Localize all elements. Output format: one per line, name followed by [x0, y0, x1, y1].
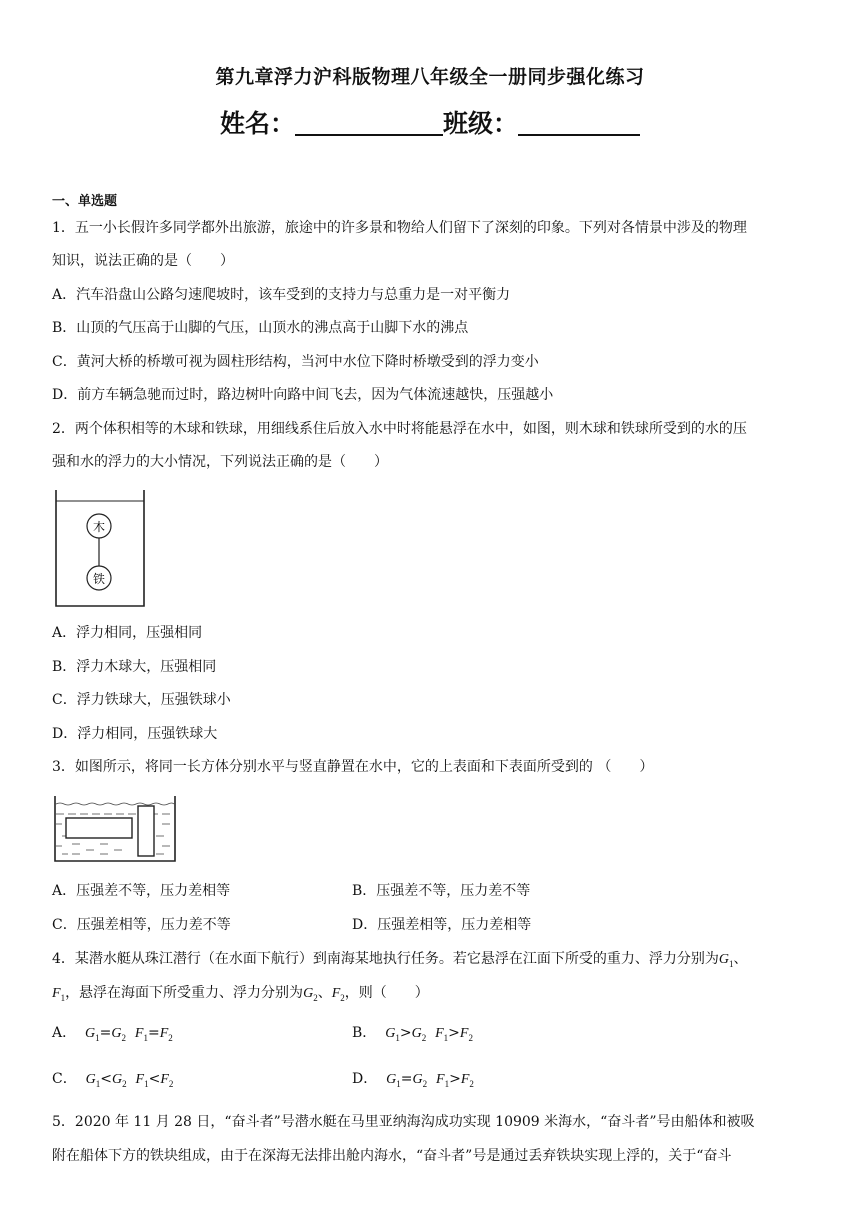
q1-stem-line1: 1．五一小长假许多同学都外出旅游，旅途中的许多景和物给人们留下了深刻的印象。下列对各情景中涉及的物理 — [52, 220, 747, 236]
q1-option-a[interactable]: A．汽车沿盘山公路匀速爬坡时，该车受到的支持力与总重力是一对平衡力 — [52, 287, 511, 303]
q3-option-a[interactable]: A．压强差不等，压力差相等 — [52, 883, 231, 899]
q2-stem-line2: 强和水的浮力的大小情况，下列说法正确的是（ ） — [52, 454, 388, 470]
q2-option-d[interactable]: D．浮力相同，压强铁球大 — [52, 726, 218, 742]
page-title: 第九章浮力沪科版物理八年级全一册同步强化练习 — [215, 66, 645, 88]
q2-option-b[interactable]: B．浮力木球大，压强相同 — [52, 659, 217, 675]
q3-option-d[interactable]: D．压强差相等，压力差相等 — [352, 917, 532, 933]
q3-option-b[interactable]: B．压强差不等，压力差不等 — [352, 883, 531, 899]
q5-stem-line2: 附在船体下方的铁块组成，由于在深海无法排出舱内海水，“奋斗者”号是通过丢弃铁块实现上浮的，关于“奋斗 — [52, 1148, 732, 1164]
wood-ball-label: 木 — [92, 520, 106, 534]
q1-option-b[interactable]: B．山顶的气压高于山脚的气压，山顶水的沸点高于山脚下水的沸点 — [52, 320, 469, 336]
q1-option-d[interactable]: D．前方车辆急驰而过时，路边树叶向路中间飞去，因为气体流速越快，压强越小 — [52, 387, 554, 403]
q3-option-c[interactable]: C．压强差相等，压力差不等 — [52, 917, 231, 933]
class-blank[interactable] — [518, 108, 640, 136]
q4-option-d[interactable]: D． $G_1=G_2$ $F_1>F_2$ — [352, 1071, 474, 1089]
q5-stem-line1: 5．2020 年 11 月 28 日，“奋斗者”号潜水艇在马里亚纳海沟成功实现 10909 米海水，“奋斗者”号由船体和被吸 — [52, 1114, 755, 1130]
q3-figure-blocks-in-water — [52, 794, 178, 864]
q4-option-c[interactable]: C． $G_1<G_2$ $F_1<F_2$ — [52, 1071, 174, 1089]
q1-stem-line2: 知识，说法正确的是（ ） — [52, 253, 234, 269]
q4-option-a[interactable]: A． $G_1=G_2$ $F_1=F_2$ — [52, 1025, 173, 1043]
q4-stem-line2: $F_1$，悬浮在海面下所受重力、浮力分别为$G_2$、$F_2$，则（ ） — [52, 985, 429, 1003]
class-label: 班级： — [443, 109, 519, 138]
section-heading: 一、单选题 — [52, 194, 118, 209]
q1-option-c[interactable]: C．黄河大桥的桥墩可视为圆柱形结构，当河中水位下降时桥墩受到的浮力变小 — [52, 354, 539, 370]
q2-figure-balls-in-water — [50, 486, 150, 610]
student-info-row — [0, 104, 860, 140]
q2-option-a[interactable]: A．浮力相同，压强相同 — [52, 625, 203, 641]
q2-option-c[interactable]: C．浮力铁球大，压强铁球小 — [52, 692, 231, 708]
q2-stem-line1: 2．两个体积相等的木球和铁球，用细线系住后放入水中时将能悬浮在水中，如图，则木球和铁球所受到的水的压 — [52, 421, 747, 437]
iron-ball-label: 铁 — [92, 572, 106, 586]
q4-stem-line1: 4．某潜水艇从珠江潜行（在水面下航行）到南海某地执行任务。若它悬浮在江面下所受的重力、浮力分别为$G_1$、 — [52, 951, 748, 969]
q4-option-b[interactable]: B． $G_1>G_2$ $F_1>F_2$ — [352, 1025, 473, 1043]
name-blank[interactable] — [295, 108, 443, 136]
q3-stem-line1: 3．如图所示，将同一长方体分别水平与竖直静置在水中，它的上表面和下表面所受到的 （ ） — [52, 759, 654, 775]
name-label: 姓名： — [219, 109, 295, 138]
